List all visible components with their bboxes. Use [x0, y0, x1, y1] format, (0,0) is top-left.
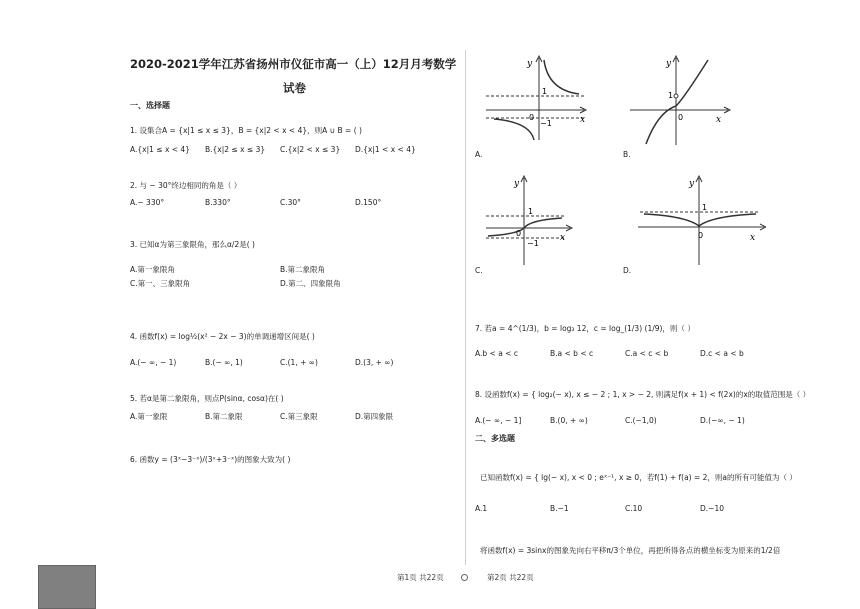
- question-7: 7. 若a = 4^(1/3)，b = log₃ 12，c = log_(1/3) (1/9)，则（ ）: [475, 324, 695, 333]
- q9-option-a: A.1: [475, 504, 488, 513]
- graph-c-label: C.: [475, 266, 483, 275]
- q8-option-b: B.(0, + ∞): [550, 416, 588, 425]
- q5-option-a: A.第一象限: [130, 412, 168, 421]
- q8-option-d: D.(−∞, − 1): [700, 416, 745, 425]
- q1-option-d: D.{x|1 < x < 4}: [355, 145, 416, 154]
- footer-dot-icon: [461, 574, 468, 581]
- q4-option-b: B.(− ∞, 1): [205, 358, 243, 367]
- q5-option-b: B.第二象限: [205, 412, 243, 421]
- q4-option-d: D.(3, + ∞): [355, 358, 394, 367]
- q7-option-a: A.b < a < c: [475, 349, 518, 358]
- q8-option-a: A.(− ∞, − 1]: [475, 416, 522, 425]
- question-5: 5. 若α是第二象限角，则点P(sinα, cosα)在( ): [130, 394, 284, 403]
- page-divider: [465, 50, 466, 565]
- paper-title-line2: 试卷: [283, 81, 306, 95]
- question-6: 6. 函数y = (3ˣ−3⁻ˣ)/(3ˣ+3⁻ˣ)的图象大致为( ): [130, 455, 291, 464]
- q7-option-c: C.a < c < b: [625, 349, 669, 358]
- graph-a-label: A.: [475, 150, 483, 159]
- graph-c-figure: [484, 172, 574, 267]
- graph-d-label: D.: [623, 266, 632, 275]
- svg-text:x: x: [750, 233, 756, 243]
- svg-text:y: y: [527, 59, 533, 69]
- svg-text:0: 0: [516, 229, 522, 238]
- q9-option-b: B.−1: [550, 504, 569, 513]
- svg-text:x: x: [580, 115, 586, 125]
- svg-text:−1: −1: [540, 119, 552, 128]
- footer-page-left: 第1页 共22页: [397, 573, 444, 582]
- q2-option-d: D.150°: [355, 198, 382, 207]
- graph-a-figure: [484, 52, 594, 142]
- svg-text:y: y: [689, 179, 695, 189]
- svg-text:1: 1: [542, 87, 548, 96]
- q3-option-b: B.第二象限角: [280, 265, 326, 274]
- svg-text:y: y: [514, 179, 520, 189]
- svg-text:−1: −1: [527, 239, 539, 248]
- q5-option-c: C.第三象限: [280, 412, 318, 421]
- question-10: 将函数f(x) = 3sinx的图象先向右平移π/3个单位，再把所得各点的横坐标变为原来的1/2倍: [480, 546, 781, 555]
- graph-d-figure: [636, 172, 766, 267]
- question-3: 3. 已知α为第三象限角，那么α/2是( ): [130, 240, 255, 249]
- section-multi-header: 二、多选题: [475, 434, 515, 443]
- placeholder-gray-box: [38, 565, 96, 609]
- paper-title: 2020-2021学年江苏省扬州市仪征市高一（上）12月月考数学: [130, 57, 457, 71]
- q9-option-d: D.−10: [700, 504, 724, 513]
- question-1: 1. 设集合A = {x|1 ≤ x ≤ 3}，B = {x|2 < x < 4}，则A ∪ B = ( ): [130, 126, 362, 135]
- svg-text:x: x: [560, 233, 566, 243]
- q2-option-a: A.− 330°: [130, 198, 165, 207]
- q9-option-c: C.10: [625, 504, 643, 513]
- svg-text:1: 1: [702, 203, 708, 212]
- q1-option-b: B.{x|2 ≤ x ≤ 3}: [205, 145, 266, 154]
- q3-option-a: A.第一象限角: [130, 265, 175, 274]
- q3-option-c: C.第一、三象限角: [130, 279, 191, 288]
- q5-option-d: D.第四象限: [355, 412, 394, 421]
- q7-option-b: B.a < b < c: [550, 349, 594, 358]
- svg-text:0: 0: [529, 113, 535, 122]
- q4-option-a: A.(− ∞, − 1): [130, 358, 177, 367]
- svg-text:0: 0: [678, 113, 684, 122]
- question-2: 2. 与 − 30°终边相同的角是（ ）: [130, 181, 242, 190]
- q7-option-d: D.c < a < b: [700, 349, 744, 358]
- footer-page-right: 第2页 共22页: [487, 573, 534, 582]
- question-8: 8. 设函数f(x) = { log₂(− x), x ≤ − 2 ; 1, x > − 2, 则满足f(x + 1) < f(2x)的x的取值范围是（ ）: [475, 390, 811, 399]
- svg-text:0: 0: [698, 231, 704, 240]
- q2-option-c: C.30°: [280, 198, 301, 207]
- graph-b-figure: [628, 52, 738, 147]
- q4-option-c: C.(1, + ∞): [280, 358, 318, 367]
- q8-option-c: C.(−1,0): [625, 416, 657, 425]
- graph-b-label: B.: [623, 150, 631, 159]
- svg-text:y: y: [666, 59, 672, 69]
- svg-text:1: 1: [528, 207, 534, 216]
- q2-option-b: B.330°: [205, 198, 231, 207]
- svg-text:x: x: [716, 115, 722, 125]
- question-4: 4. 函数f(x) = log½(x² − 2x − 3)的单调递增区间是( ): [130, 332, 315, 341]
- q1-option-a: A.{x|1 ≤ x < 4}: [130, 145, 190, 154]
- svg-text:1: 1: [668, 91, 674, 100]
- q3-option-d: D.第二、四象限角: [280, 279, 341, 288]
- question-9: 已知函数f(x) = { lg(− x), x < 0 ; eˣ⁻¹, x ≥ 0，若f(1) + f(a) = 2，则a的所有可能值为（ ）: [480, 473, 797, 482]
- section-choice-header: 一、选择题: [130, 101, 170, 110]
- q1-option-c: C.{x|2 < x ≤ 3}: [280, 145, 341, 154]
